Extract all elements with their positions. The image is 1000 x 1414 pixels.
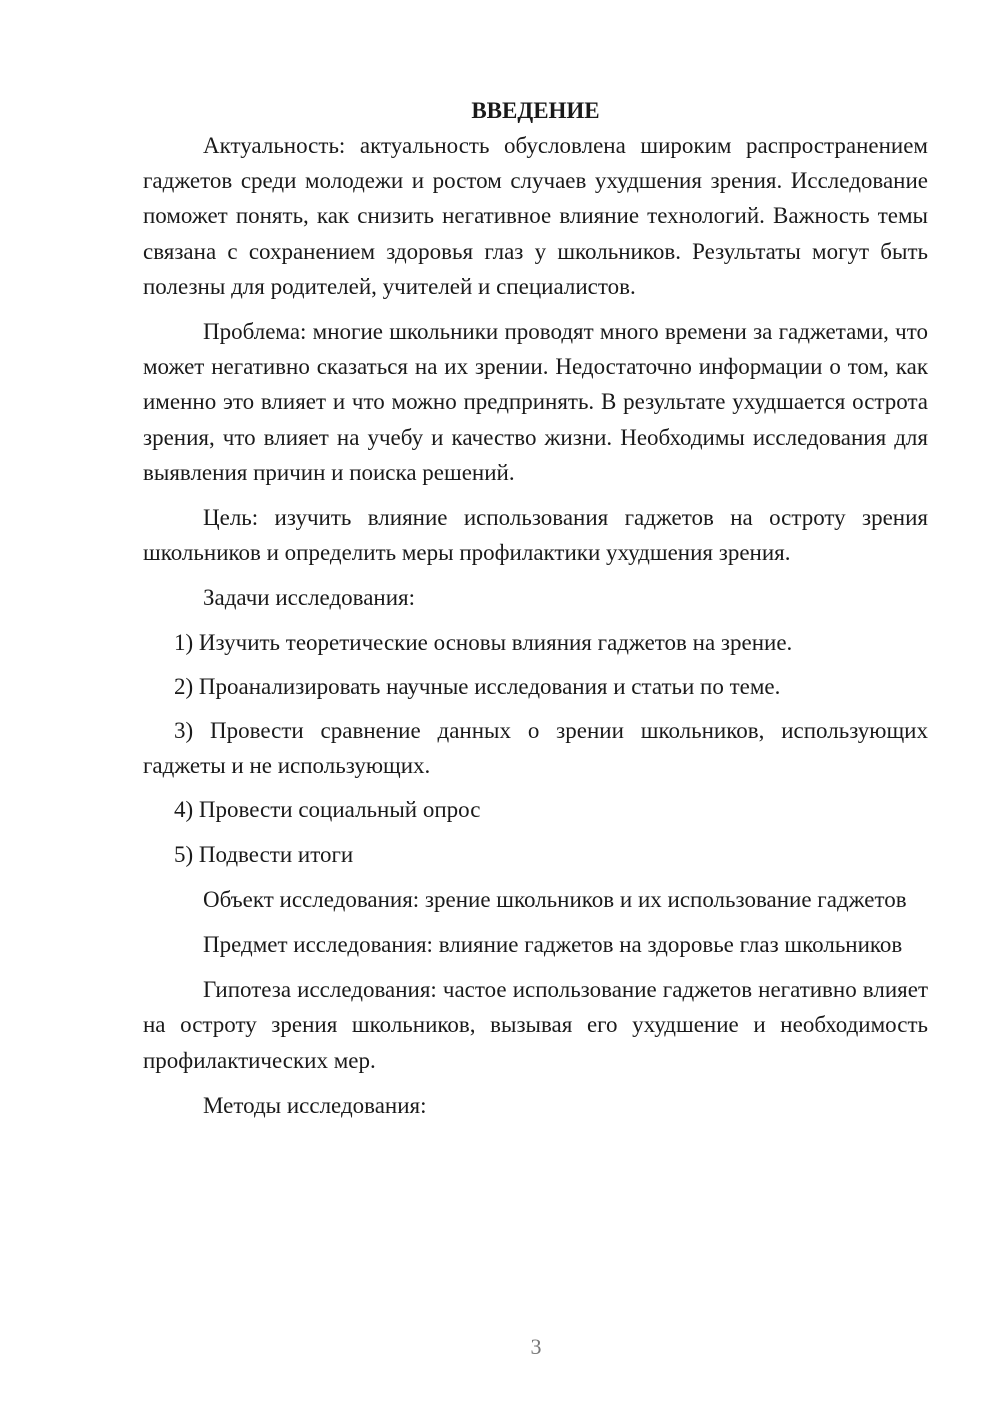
- task-item-5: 5) Подвести итоги: [174, 841, 354, 867]
- tasks-heading: Задачи исследования:: [203, 585, 416, 611]
- task-item-2: 2) Проанализировать научные исследования и статьи по теме.: [174, 673, 781, 699]
- paragraph-subject: Предмет исследования: влияние гаджетов на здоровье глаз школьников: [203, 932, 903, 958]
- page-number: 3: [530, 1334, 542, 1359]
- paragraph-goal: Цель: изучить влияние использования гаджетов на остроту зрения школьников и определить меры профилактики ухудшения зрения.: [143, 505, 928, 566]
- paragraph-object: Объект исследования: зрение школьников и их использование гаджетов: [203, 886, 907, 912]
- methods-heading: Методы исследования:: [203, 1092, 427, 1118]
- paragraph-hypothesis: Гипотеза исследования: частое использование гаджетов негативно влияет на остроту зрения школьников, вызывая его ухудшение и необходимость профилактических мер.: [143, 977, 928, 1073]
- paragraph-relevance: Актуальность: актуальность обусловлена широким распространением гаджетов среди молодежи и ростом случаев ухудшения зрения. Исследование поможет понять, как снизить негативное влияние технологий. Важность темы связана с сохранением здоровья глаз у школьников. Результаты могут быть полезны для родителей, учителей и специалистов.: [143, 133, 928, 299]
- page-content: [143, 96, 928, 1123]
- task-item-4: 4) Провести социальный опрос: [174, 797, 481, 823]
- task-item-3: 3) Провести сравнение данных о зрении школьников, использующих гаджеты и не использующих.: [143, 718, 928, 779]
- section-heading: ВВЕДЕНИЕ: [471, 98, 600, 123]
- paragraph-problem: Проблема: многие школьники проводят много времени за гаджетами, что может негативно сказаться на их зрении. Недостаточно информации о том, как именно это влияет и что можно предпринять. В результате ухудшается острота зрения, что влияет на учебу и качество жизни. Необходимы исследования для выявления причин и поиска решений.: [143, 319, 928, 485]
- task-item-1: 1) Изучить теоретические основы влияния гаджетов на зрение.: [174, 629, 793, 655]
